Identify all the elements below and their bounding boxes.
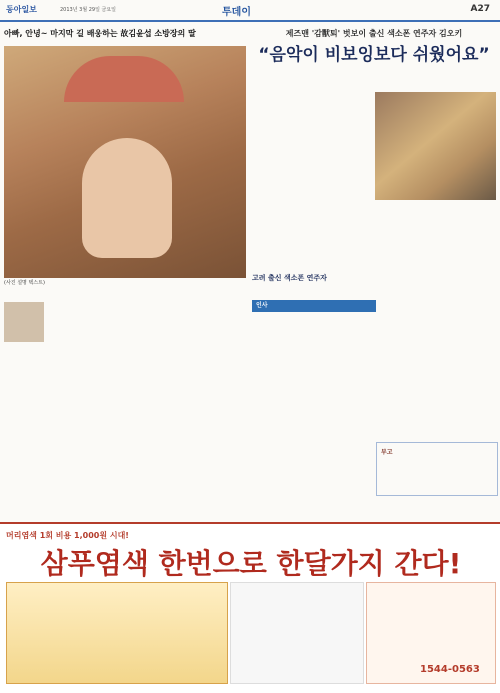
main-photo xyxy=(4,46,246,278)
obituary-box xyxy=(376,442,498,496)
ad-product-panel xyxy=(6,582,228,684)
feature-article-column-2 xyxy=(375,208,496,272)
feature-quote: “음악이 비보잉보다 쉬웠어요” xyxy=(258,45,490,65)
left-headline: 아빠, 안녕~ 마지막 길 배웅하는 故김윤섭 소방장의 딸 xyxy=(4,29,196,38)
photo-child xyxy=(82,138,172,258)
page-number: A27 xyxy=(470,4,490,14)
section-bar: 인사 xyxy=(252,300,376,312)
feature-article-column xyxy=(252,96,370,272)
photo-caption: (사진 설명 텍스트) xyxy=(4,280,45,286)
masthead xyxy=(0,0,500,22)
left-article-column xyxy=(4,344,122,524)
ad-phone-number: 1544-0563 xyxy=(420,664,480,675)
obituary-label: 부고 xyxy=(381,449,393,456)
feature-subheading: 고려 출신 색소폰 연주자 xyxy=(252,274,327,282)
feature-photo xyxy=(375,92,496,200)
photo-hat xyxy=(64,56,184,102)
advertisement xyxy=(0,522,500,693)
portrait-photo xyxy=(4,302,44,342)
lower-left-column xyxy=(252,316,370,522)
ad-model-panel xyxy=(230,582,364,684)
feature-title: 제즈맨 '감獸퇴' 벗보이 출신 색소폰 연주자 김오키 xyxy=(285,29,463,38)
brand-name: 동아일보 xyxy=(6,5,37,14)
section-title: 투데이 xyxy=(222,7,251,18)
issue-date: 2013년 3월 29일 금요일 xyxy=(60,7,117,13)
left-article-column-2 xyxy=(126,306,244,524)
ad-headline: 삼푸염색 한번으로 한달가지 간다! xyxy=(40,547,462,580)
ad-top-line: 머리염색 1회 비용 1,000원 시대! xyxy=(6,531,129,540)
